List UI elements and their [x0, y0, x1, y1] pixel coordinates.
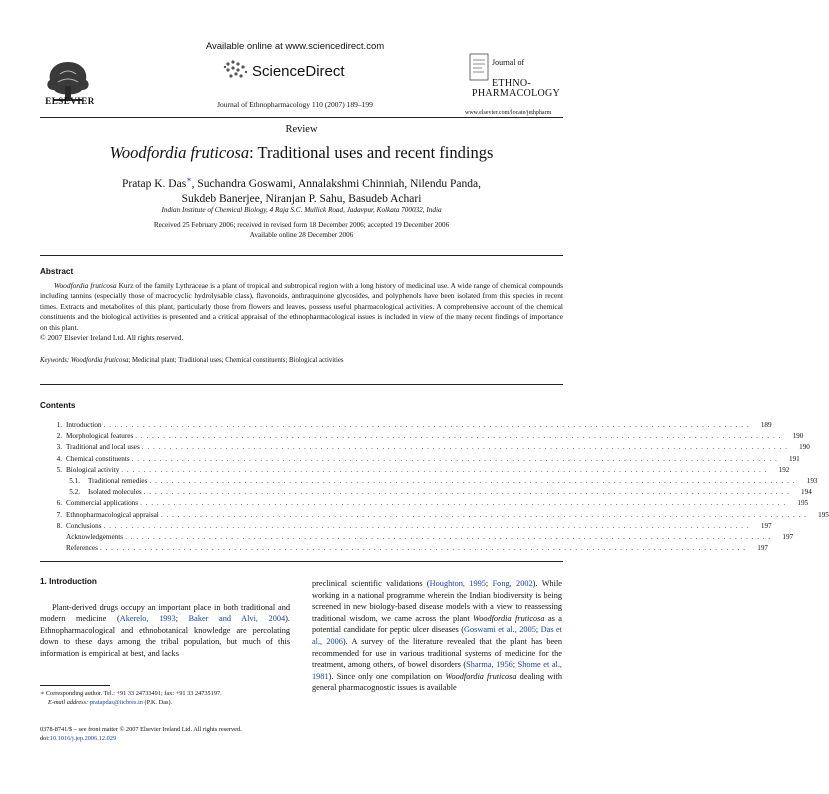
corresponding-author-footnote — [40, 690, 290, 707]
email-link[interactable]: pratapdas@iicbres.in — [89, 698, 143, 706]
keywords-label: Keywords: — [40, 357, 70, 364]
toc-number: 5. — [56, 465, 62, 474]
author-first: Pratap K. Das — [121, 177, 187, 190]
available-online-text[interactable]: Available online at www.sciencedirect.com — [205, 41, 385, 52]
citation-link[interactable]: Akerelo, 1993 — [119, 614, 176, 624]
toc-label: Isolated molecules — [88, 488, 142, 497]
species-name: Woodfordia fruticosa — [445, 671, 517, 681]
title-rest: : Traditional uses and recent findings — [249, 143, 494, 162]
keywords — [40, 357, 563, 364]
citation-link[interactable]: Sharma, 1956 — [466, 660, 513, 670]
citation-link[interactable]: Goswami et al., 2005 — [464, 625, 536, 635]
toc-entry[interactable] — [40, 544, 769, 555]
right-text-d: ). A survey of the literature revealed that the plant has been recommended for use in various traditional systems of medicine for the treatment, among others, of bowel disorders ( — [312, 636, 562, 670]
toc-leader-dots: . . . . . . . . . . . . . . . . . . . . . . . . . . . . . . . . . . . . . . . . . . . . . . . . . . . . . . . . . . . . . . . . . . . . . . . . . . . . . . . . . . . . . . . . . . . . . . . . . . . . . . . . . . . . . . . . . . . . — [143, 488, 790, 497]
toc-number: 7. — [56, 510, 62, 519]
toc-label: Traditional remedies — [88, 476, 148, 485]
right-text-a: preclinical scientific validations ( — [312, 579, 430, 588]
toc-leader-dots: . . . . . . . . . . . . . . . . . . . . . . . . . . . . . . . . . . . . . . . . . . . . . . . . . . . . . . . . . . . . . . . . . . . . . . . . . . . . . . . . . . . . . . . . . . . . . . . . . . . . . . . . . . . . . . . . . . . . — [103, 521, 750, 530]
section-heading-introduction: 1. Introduction — [40, 577, 97, 586]
email-rest: (P.K. Das). — [142, 698, 173, 706]
intro-text-b: ). Ethnopharmacological and ethnobotanical knowledge are percolating down to these days among the tribal population, but much of this information is empirical at best, and lacks — [40, 614, 290, 658]
footnote-mark: ∗ — [40, 690, 45, 697]
toc-number: 5.1. — [69, 476, 80, 485]
citation-link[interactable]: Houghton, 1995 — [429, 579, 486, 588]
intro-text-a: Plant-derived drugs occupy an important place in both traditional and modern medicine ( — [40, 602, 290, 624]
toc-entry[interactable] — [40, 432, 804, 443]
toc-label: Acknowledgements — [66, 532, 124, 541]
journal-logo-line2: PHARMACOLOGY — [472, 88, 561, 99]
header-divider — [40, 117, 563, 118]
abstract-main: Kurz of the family Lythraceae is a plant of tropical and subtropical region with a long history of medicinal use. A wide range of chemical compounds including tannins (especially those of macrocyclic hydrolysable class), flavonoids, anthraquinone glycosides, and polyphenols have been isolated from this species in recent times. Extracts and metabolites of this plant, particularly those from flowers and leaves, possess useful pharmacological activities. A comprehensive account of the chemical constituents and the biological activities is presented and a critical appraisal of the ethnopharmacological issues is included in view of the many recent findings of importance on this plant. — [40, 281, 564, 332]
toc-page: 194 — [801, 488, 812, 497]
citation-link[interactable]: Das et al., 2006 — [312, 625, 562, 646]
toc-entry[interactable] — [40, 465, 790, 477]
abstract-body — [40, 281, 563, 343]
article-title — [40, 143, 563, 163]
toc-label: Biological activity — [66, 465, 120, 474]
right-text-b: ). While working in a national programme wherein the Indian biodiversity is being screened in new biology-based disease models with a view to reassessing traditional wisdom, we came across the plant — [312, 579, 562, 623]
toc-page: 197 — [757, 544, 769, 553]
doi-label: doi: — [40, 734, 50, 742]
toc-label: Morphological features — [66, 432, 134, 441]
toc-number: 4. — [56, 454, 62, 463]
toc-entry[interactable] — [40, 521, 772, 533]
toc-entry[interactable] — [40, 476, 818, 488]
citation-link[interactable]: Fong, 2002 — [492, 579, 533, 588]
keywords-species: Woodfordia fruticosa — [70, 357, 129, 364]
article-type: Review — [285, 124, 318, 135]
journal-logo-line1: ETHNO- — [492, 78, 532, 89]
intro-continuation — [312, 578, 562, 694]
abstract-heading: Abstract — [40, 267, 74, 276]
contents-bottom-divider — [40, 561, 563, 562]
toc-leader-dots: . . . . . . . . . . . . . . . . . . . . . . . . . . . . . . . . . . . . . . . . . . . . . . . . . . . . . . . . . . . . . . . . . . . . . . . . . . . . . . . . . . . . . . . . . . . . . . . . . . . . . . . . . . . . . . . . . . . . — [99, 544, 747, 553]
toc-label: Conclusions — [66, 521, 102, 530]
right-column — [312, 578, 562, 694]
toc-number: 3. — [56, 443, 62, 452]
authors-line2: Sukdeb Banerjee, Niranjan P. Sahu, Basudeb Achari — [181, 192, 422, 205]
toc-leader-dots: . . . . . . . . . . . . . . . . . . . . . . . . . . . . . . . . . . . . . . . . . . . . . . . . . . . . . . . . . . . . . . . . . . . . . . . . . . . . . . . . . . . . . . . . . . . . . . . . . . . . . . . . . . . . . . . . . . . . — [149, 476, 796, 485]
toc-page: 190 — [792, 432, 804, 441]
toc-leader-dots: . . . . . . . . . . . . . . . . . . . . . . . . . . . . . . . . . . . . . . . . . . . . . . . . . . . . . . . . . . . . . . . . . . . . . . . . . . . . . . . . . . . . . . . . . . . . . . . . . . . . . . . . . . . . . . . . . . . . — [131, 454, 778, 463]
toc-label: Ethnopharmacological appraisal — [66, 510, 159, 519]
species-name: Woodfordia fruticosa — [473, 613, 545, 623]
intro-paragraph — [40, 602, 290, 660]
abstract-copyright: © 2007 Elsevier Ireland Ltd. All rights reserved. — [40, 333, 184, 343]
toc-number: 6. — [56, 499, 62, 508]
abstract-species: Woodfordia fruticosa — [54, 281, 117, 290]
citation-separator: ; — [535, 625, 541, 635]
authors-line1-rest: , Suchandra Goswami, Annalakshmi Chinniah, Nilendu Panda, — [191, 177, 482, 190]
abstract-top-divider — [40, 255, 563, 256]
citation-separator: ; — [512, 660, 518, 670]
footnote-contact: Corresponding author. Tel.: +91 33 24733491; fax: +91 33 24735197. — [44, 690, 222, 697]
table-of-contents — [40, 421, 829, 555]
email-label: E-mail address: — [48, 698, 89, 706]
publisher-name: ELSEVIER — [45, 96, 95, 106]
citation-separator: ; — [175, 614, 189, 624]
citation-separator: ; — [485, 579, 493, 588]
journal-logo-title — [472, 79, 560, 99]
toc-page: 192 — [778, 465, 790, 474]
author-list — [40, 172, 563, 207]
toc-page: 190 — [799, 443, 810, 452]
contents-top-divider — [40, 384, 563, 385]
journal-logo-small: Journal of — [492, 58, 525, 67]
dates-received: Received 25 February 2006; received in revised form 18 December 2006; accepted 19 December 2006 — [153, 221, 450, 229]
toc-page: 195 — [818, 510, 829, 519]
toc-number: 1. — [56, 421, 62, 429]
toc-page: 197 — [782, 532, 794, 541]
author-mark[interactable]: ∗ — [186, 175, 192, 184]
toc-leader-dots: . . . . . . . . . . . . . . . . . . . . . . . . . . . . . . . . . . . . . . . . . . . . . . . . . . . . . . . . . . . . . . . . . . . . . . . . . . . . . . . . . . . . . . . . . . . . . . . . . . . . . . . . . . . . . . . . . . . . — [135, 432, 782, 441]
copyright-line: 0378-8741/$ – see front matter © 2007 Elsevier Ireland Ltd. All rights reserved. — [40, 726, 242, 733]
abstract-text — [40, 281, 563, 333]
journal-url[interactable]: www.elsevier.com/locate/jethpharm — [465, 110, 552, 116]
toc-page: 195 — [797, 499, 809, 508]
toc-label: Chemical constituents — [66, 454, 130, 463]
doi-link[interactable]: 10.1016/j.jep.2006.12.029 — [49, 734, 117, 742]
toc-entry[interactable] — [40, 532, 794, 544]
toc-number: 5.2. — [69, 488, 80, 497]
right-text-f: dealing with general pharmacognostic issues is available — [312, 671, 562, 693]
toc-label: References — [66, 544, 98, 553]
toc-leader-dots: . . . . . . . . . . . . . . . . . . . . . . . . . . . . . . . . . . . . . . . . . . . . . . . . . . . . . . . . . . . . . . . . . . . . . . . . . . . . . . . . . . . . . . . . . . . . . . . . . . . . . . . . . . . . . . . . . . . . — [125, 532, 772, 541]
keywords-rest: ; Medicinal plant; Traditional uses; Chemical constituents; Biological activities — [128, 357, 344, 364]
toc-label: Traditional and local uses — [66, 443, 140, 452]
toc-leader-dots: . . . . . . . . . . . . . . . . . . . . . . . . . . . . . . . . . . . . . . . . . . . . . . . . . . . . . . . . . . . . . . . . . . . . . . . . . . . . . . . . . . . . . . . . . . . . . . . . . . . . . . . . . . . . . . . . . . . . — [103, 421, 750, 429]
contents-heading: Contents — [40, 401, 76, 410]
toc-entry[interactable] — [40, 421, 772, 432]
title-species: Woodfordia fruticosa — [109, 143, 250, 162]
affiliation: Indian Institute of Chemical Biology, 4 Raja S.C. Mullick Road, Jadavpur, Kolkata 700032, India — [161, 206, 442, 214]
toc-leader-dots: . . . . . . . . . . . . . . . . . . . . . . . . . . . . . . . . . . . . . . . . . . . . . . . . . . . . . . . . . . . . . . . . . . . . . . . . . . . . . . . . . . . . . . . . . . . . . . . . . . . . . . . . . . . . . . . . . . . . — [121, 465, 768, 474]
front-matter — [40, 726, 340, 743]
toc-entry[interactable] — [40, 499, 809, 510]
left-column — [40, 576, 290, 660]
citation-link[interactable]: Shome et al., 1981 — [312, 660, 562, 681]
right-text-e: ). Since only one compilation on — [328, 671, 446, 681]
toc-number: 2. — [56, 432, 62, 441]
toc-page: 197 — [760, 521, 772, 530]
footnote-divider — [40, 685, 110, 686]
citation-link[interactable]: Baker and Alvi, 2004 — [188, 614, 286, 624]
sciencedirect-brand: ScienceDirect — [252, 63, 345, 80]
toc-page: 189 — [760, 421, 772, 429]
toc-entry[interactable] — [40, 454, 800, 466]
toc-label: Commercial applications — [66, 499, 139, 508]
journal-citation: Journal of Ethnopharmacology 110 (2007) 189–199 — [217, 100, 373, 109]
toc-entry[interactable] — [40, 488, 812, 499]
dates-online: Available online 28 December 2006 — [249, 231, 354, 239]
toc-page: 191 — [788, 454, 800, 463]
toc-leader-dots: . . . . . . . . . . . . . . . . . . . . . . . . . . . . . . . . . . . . . . . . . . . . . . . . . . . . . . . . . . . . . . . . . . . . . . . . . . . . . . . . . . . . . . . . . . . . . . . . . . . . . . . . . . . . . . . . . . . . — [140, 499, 787, 508]
toc-label: Introduction — [66, 421, 102, 429]
toc-entry[interactable] — [40, 443, 810, 454]
toc-leader-dots: . . . . . . . . . . . . . . . . . . . . . . . . . . . . . . . . . . . . . . . . . . . . . . . . . . . . . . . . . . . . . . . . . . . . . . . . . . . . . . . . . . . . . . . . . . . . . . . . . . . . . . . . . . . . . . . . . . . . — [160, 510, 807, 519]
toc-entry[interactable] — [40, 510, 829, 522]
right-text-c: as a potential candidate for peptic ulcer diseases ( — [312, 613, 562, 635]
toc-leader-dots: . . . . . . . . . . . . . . . . . . . . . . . . . . . . . . . . . . . . . . . . . . . . . . . . . . . . . . . . . . . . . . . . . . . . . . . . . . . . . . . . . . . . . . . . . . . . . . . . . . . . . . . . . . . . . . . . . . . . — [141, 443, 788, 452]
toc-page: 193 — [806, 476, 818, 485]
article-dates — [40, 220, 563, 240]
toc-number: 8. — [56, 521, 62, 530]
